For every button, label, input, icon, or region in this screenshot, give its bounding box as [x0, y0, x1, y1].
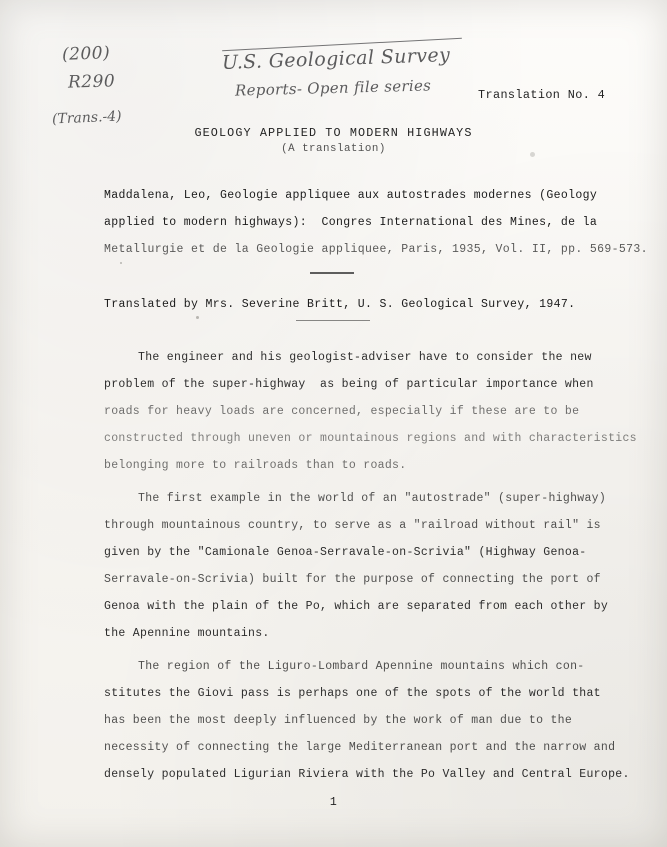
text-line: The first example in the world of an "autostrade" (super-highway) — [138, 492, 607, 505]
translation-number: Translation No. 4 — [478, 88, 606, 102]
handwritten-accession-number: (200) — [61, 43, 111, 65]
paragraph-liguro-lombard — [104, 653, 630, 788]
handwritten-translation-note: (Trans.-4) — [51, 108, 122, 128]
citation-line: applied to modern highways): Congres International des Mines, de la — [104, 216, 598, 229]
scan-speck — [530, 152, 535, 157]
handwritten-agency-name: U.S. Geological Survey — [221, 44, 451, 74]
page-number: 1 — [329, 796, 338, 809]
text-line: the Apennine mountains. — [104, 627, 270, 640]
text-line: Genoa with the plain of the Po, which are separated from each other by — [104, 600, 609, 613]
text-line: The engineer and his geologist-adviser have to consider the new — [138, 351, 592, 364]
page-subtitle: (A translation) — [281, 143, 386, 155]
divider-rule — [296, 320, 370, 321]
text-line: problem of the super-highway as being of particular importance when — [104, 378, 594, 391]
citation-block — [104, 182, 648, 263]
translator-credit: Translated by Mrs. Severine Britt, U. S. Geological Survey, 1947. — [104, 298, 576, 311]
scan-speck — [120, 262, 122, 264]
body-text — [104, 344, 637, 794]
text-line: densely populated Ligurian Riviera with the Po Valley and Central Europe. — [104, 768, 630, 781]
text-line: has been the most deeply influenced by the work of man due to the — [104, 714, 573, 727]
page-title: GEOLOGY APPLIED TO MODERN HIGHWAYS — [194, 126, 473, 140]
text-line: The region of the Liguro-Lombard Apennine mountains which con- — [138, 660, 585, 673]
text-line: constructed through uneven or mountainous regions and with characteristics — [104, 432, 637, 445]
paragraph-engineer — [104, 344, 637, 479]
handwritten-call-number: R290 — [67, 71, 116, 93]
text-line: necessity of connecting the large Mediterranean port and the narrow and — [104, 741, 616, 754]
text-line: through mountainous country, to serve as a "railroad without rail" is — [104, 519, 601, 532]
text-line: roads for heavy loads are concerned, especially if these are to be — [104, 405, 580, 418]
citation-line: Metallurgie et de la Geologie appliquee, Paris, 1935, Vol. II, pp. 569-573. — [104, 243, 648, 256]
scan-speck — [196, 316, 199, 319]
text-line: given by the "Camionale Genoa-Serravale-on-Scrivia" (Highway Genoa- — [104, 546, 587, 559]
divider-rule — [310, 272, 354, 274]
text-line: belonging more to railroads than to roads. — [104, 459, 407, 472]
text-line: stitutes the Giovi pass is perhaps one of the spots of the world that — [104, 687, 601, 700]
paragraph-first-example — [104, 485, 609, 647]
text-line: Serravale-on-Scrivia) built for the purpose of connecting the port of — [104, 573, 601, 586]
citation-line: Maddalena, Leo, Geologie appliquee aux autostrades modernes (Geology — [104, 189, 598, 202]
handwritten-series-note: Reports- Open file series — [234, 76, 432, 100]
